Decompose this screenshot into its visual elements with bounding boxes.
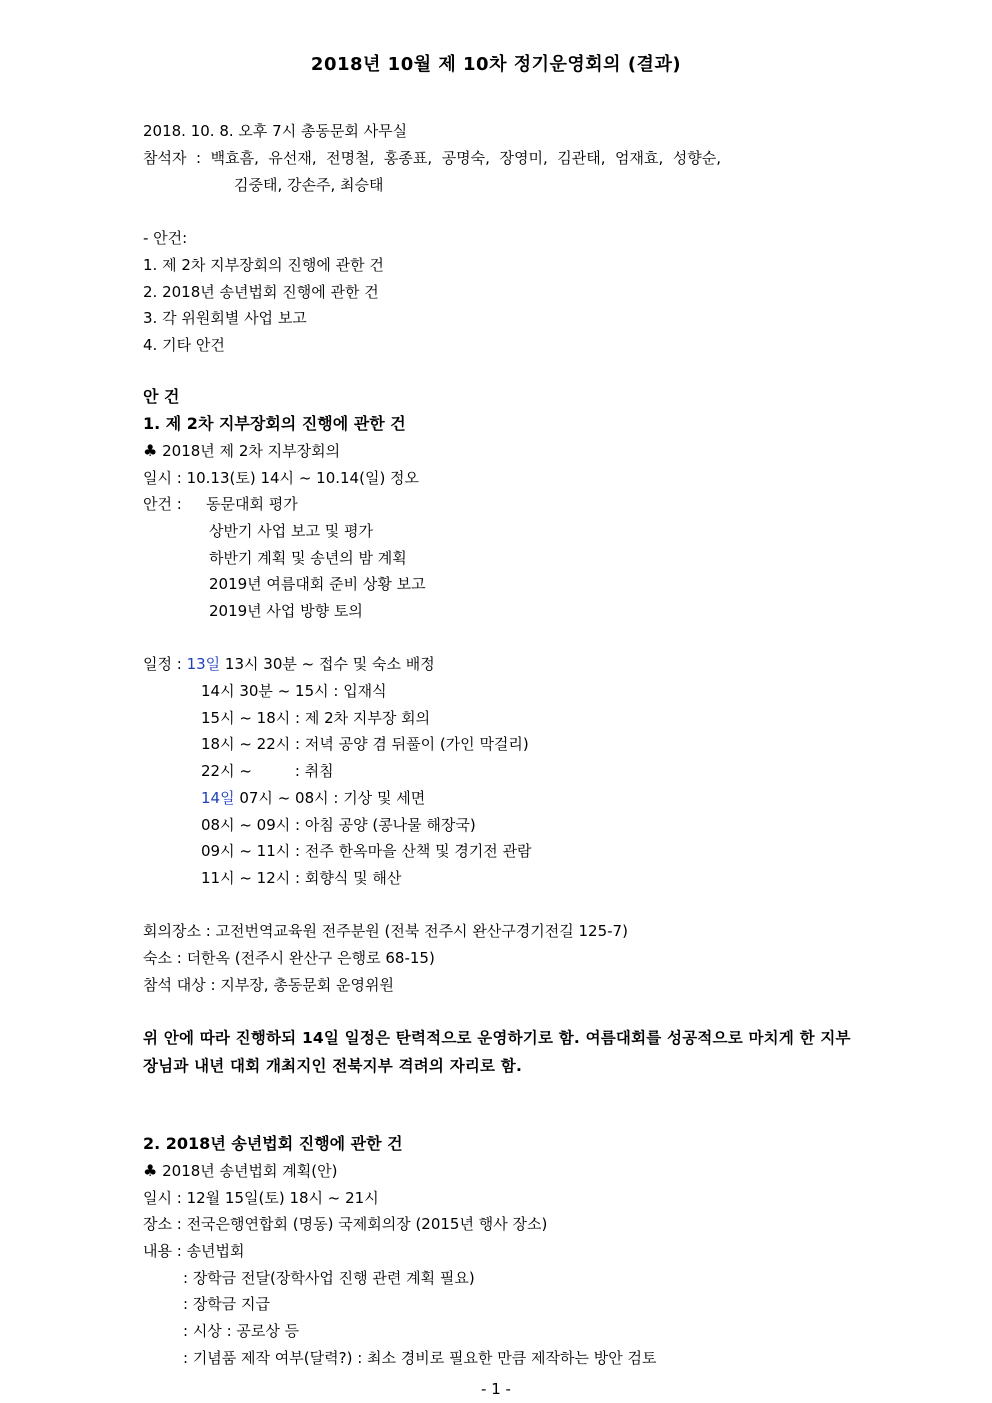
- item1-agenda-item: 상반기 사업 보고 및 평가: [209, 522, 373, 540]
- item2-content: 내용 : 송년법회: [143, 1242, 245, 1260]
- club-icon: ♣: [143, 1161, 158, 1180]
- item1-target: 참석 대상 : 지부장, 총동문회 운영위원: [143, 976, 395, 994]
- item2-heading: 2. 2018년 송년법회 진행에 관한 건: [143, 1134, 403, 1153]
- item1-subtitle: 2018년 제 2차 지부장회의: [162, 442, 341, 460]
- agenda-heading: - 안건:: [143, 229, 188, 247]
- schedule-day1-first: 13시 30분 ~ 접수 및 숙소 배정: [220, 655, 435, 673]
- club-icon: ♣: [143, 441, 158, 460]
- item2-content-item: : 시상 : 공로상 등: [183, 1322, 300, 1340]
- schedule-item: 15시 ~ 18시 : 제 2차 지부장 회의: [201, 709, 431, 727]
- item2-subtitle: 2018년 송년법회 계획(안): [162, 1162, 338, 1180]
- item1-agenda-item: 2019년 사업 방향 토의: [209, 602, 363, 620]
- agenda-item: 2. 2018년 송년법회 진행에 관한 건: [143, 283, 379, 301]
- agenda-item: 3. 각 위원회별 사업 보고: [143, 309, 307, 327]
- page-number: - 1 -: [481, 1380, 511, 1398]
- item1-subtitle-line: [143, 441, 340, 461]
- page-title: 2018년 10월 제 10차 정기운영회의 (결과): [310, 54, 682, 75]
- item2-subtitle-line: [143, 1161, 337, 1181]
- item2-content-item: : 기념품 제작 여부(달력?) : 최소 경비로 필요한 만큼 제작하는 방안 검토: [183, 1349, 657, 1367]
- schedule-day1-line: [143, 654, 435, 674]
- schedule-item: 09시 ~ 11시 : 전주 한옥마을 산책 및 경기전 관람: [201, 842, 532, 860]
- item1-agenda-item: 동문대회 평가: [206, 495, 298, 513]
- item1-agenda-item: 2019년 여름대회 준비 상황 보고: [209, 575, 426, 593]
- item2-date: 일시 : 12월 15일(토) 18시 ~ 21시: [143, 1189, 379, 1207]
- schedule-day2-line: [201, 788, 425, 808]
- item1-heading: 1. 제 2차 지부장회의 진행에 관한 건: [143, 414, 406, 433]
- meeting-datetime: 2018. 10. 8. 오후 7시 총동문회 사무실: [143, 122, 408, 140]
- attendees-line-1: 참석자 : 백효흠, 유선재, 전명철, 홍종표, 공명숙, 장영미, 김관태, 엄재효, 성향순,: [143, 149, 722, 167]
- schedule-day2: 14일: [201, 789, 235, 807]
- item1-agenda-label: 안건 :: [143, 495, 182, 513]
- item2-place: 장소 : 전국은행연합회 (명동) 국제회의장 (2015년 행사 장소): [143, 1215, 548, 1233]
- schedule-item: 11시 ~ 12시 : 회향식 및 해산: [201, 869, 402, 887]
- agenda-item: 1. 제 2차 지부장회의 진행에 관한 건: [143, 256, 384, 274]
- section-heading: 안 건: [143, 387, 180, 406]
- schedule-label: 일정 :: [143, 655, 187, 673]
- item1-decision: 위 안에 따라 진행하되 14일 일정은 탄력적으로 운영하기로 함. 여름대회를 성공적으로 마치게 한 지부장님과 내년 대회 개최지인 전북지부 격려의 자리로 함.: [143, 1029, 851, 1075]
- item1-agenda-item: 하반기 계획 및 송년의 밤 계획: [209, 549, 407, 567]
- item1-venue: 회의장소 : 고전번역교육원 전주분원 (전북 전주시 완산구경기전길 125-7): [143, 922, 628, 940]
- schedule-item: 08시 ~ 09시 : 아침 공양 (콩나물 해장국): [201, 816, 476, 834]
- item1-lodging: 숙소 : 더한옥 (전주시 완산구 은행로 68-15): [143, 949, 435, 967]
- item2-content-item: : 장학금 전달(장학사업 진행 관련 계획 필요): [183, 1269, 475, 1287]
- item1-date: 일시 : 10.13(토) 14시 ~ 10.14(일) 정오: [143, 469, 420, 487]
- agenda-item: 4. 기타 안건: [143, 336, 225, 354]
- schedule-item: 22시 ~ : 취침: [201, 762, 334, 780]
- attendees-line-2: 김중태, 강손주, 최승태: [234, 176, 384, 194]
- item2-content-item: : 장학금 지급: [183, 1295, 271, 1313]
- schedule-day2-first: 07시 ~ 08시 : 기상 및 세면: [234, 789, 426, 807]
- schedule-item: 14시 30분 ~ 15시 : 입재식: [201, 682, 387, 700]
- schedule-day1: 13일: [186, 655, 221, 673]
- schedule-item: 18시 ~ 22시 : 저녁 공양 겸 뒤풀이 (가인 막걸리): [201, 735, 529, 753]
